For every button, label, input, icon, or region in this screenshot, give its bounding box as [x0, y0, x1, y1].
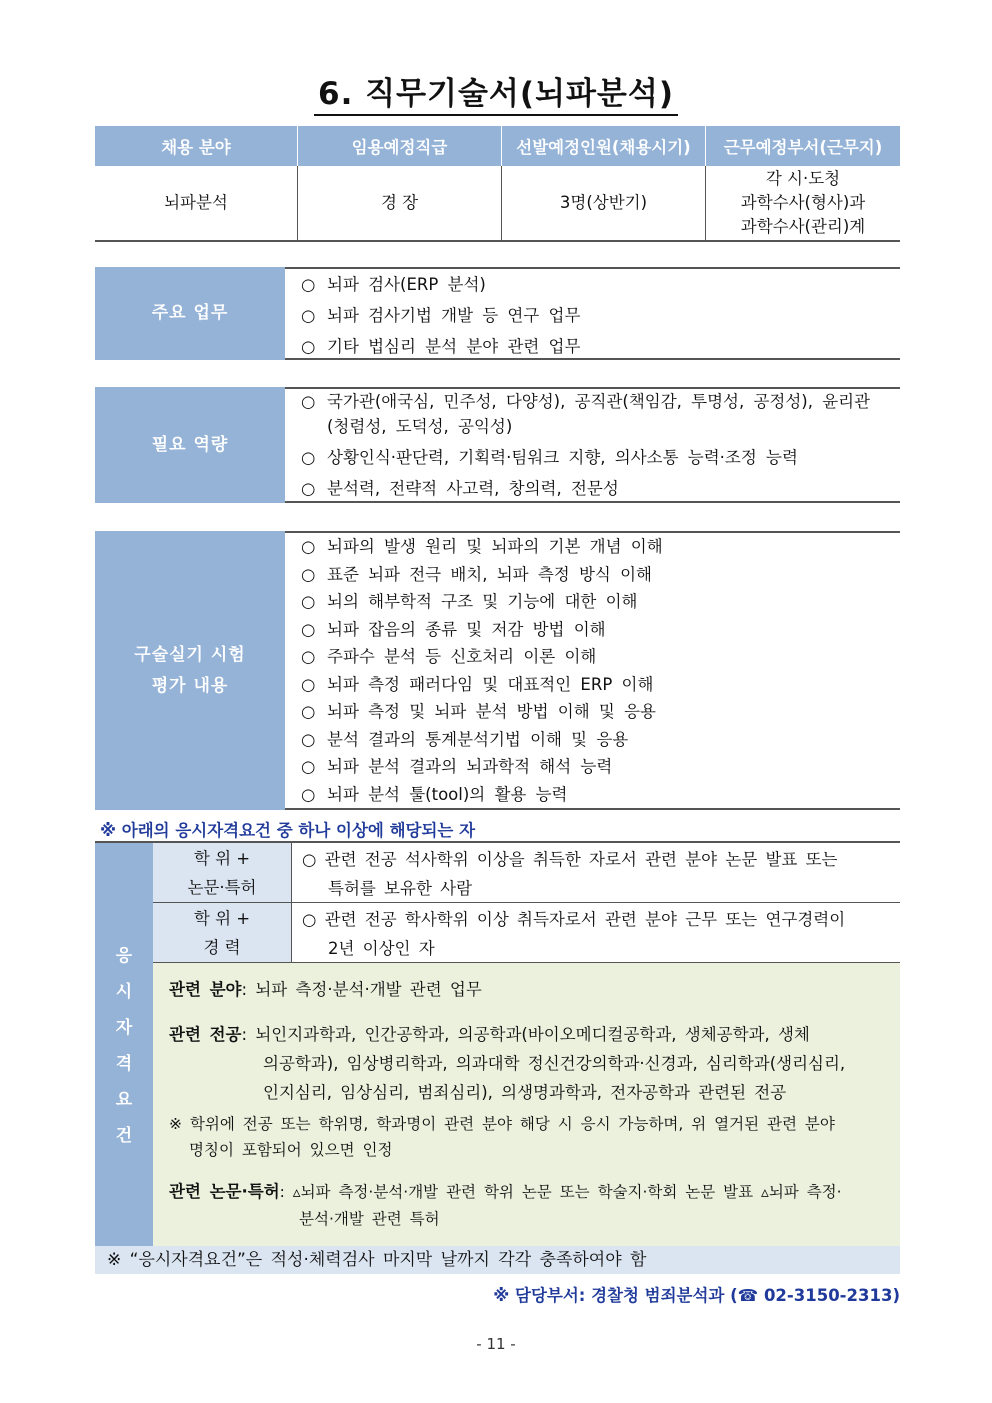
- dept-line: 과학수사(형사)과: [740, 193, 866, 212]
- header-cell: 선발예정인원(채용시기): [502, 126, 706, 166]
- page-number: - 11 -: [476, 1335, 516, 1353]
- list-item: ○ 표준 뇌파 전극 배치, 뇌파 측정 방식 이해: [301, 564, 652, 584]
- header-cell: 채용 분야: [95, 126, 298, 166]
- related-paper: 관련 논문·특허: ▵뇌파 측정·분석·개발 관련 학위 논문 또는 학술지·학회 논문 발표 ▵뇌파 측정·: [169, 1182, 842, 1201]
- list-item: ○ 뇌파 측정 및 뇌파 분석 방법 이해 및 응용: [301, 702, 656, 721]
- header-cell: 근무예정부서(근무지): [706, 126, 901, 166]
- exam-body: [285, 531, 900, 810]
- list-item: ○ 주파수 분석 등 신호처리 이론 이해: [301, 647, 597, 666]
- related-major-line: 의공학과), 임상병리학과, 의과대학 정신건강의학과·신경과, 심리학과(생리심리,: [263, 1054, 846, 1073]
- list-item: ○ 기타 법심리 분석 분야 관련 업무: [301, 337, 581, 356]
- related-major: 관련 전공: 뇌인지과학과, 인간공학과, 의공학과(바이오메디컬공학과, 생체공학과, 생체: [169, 1025, 810, 1044]
- list-item: ○ 상황인식·판단력, 기획력·팀워크 지향, 의사소통 능력·조정 능력: [301, 448, 798, 467]
- duties-section: [95, 267, 900, 360]
- exam-section: [95, 531, 900, 810]
- dept-cell: [706, 166, 901, 241]
- dept-line: 각 시·도청: [765, 169, 841, 188]
- header-cell: 임용예정직급: [298, 126, 502, 166]
- list-item: ○ 국가관(애국심, 민주성, 다양성), 공직관(책임감, 투명성, 공정성), 윤리관: [301, 392, 871, 411]
- qualification-row-text: ○ 관련 전공 석사학위 이상을 취득한 자로서 관련 분야 논문 발표 또는 특허를 보유한 사람: [302, 850, 838, 898]
- exam-label: 구술실기 시험 평가 내용: [95, 531, 285, 810]
- duties-label: 주요 업무: [95, 267, 285, 360]
- competency-section: [95, 387, 900, 503]
- dept-line: 과학수사(관리)계: [740, 217, 866, 236]
- header-table: [95, 126, 900, 242]
- contact-info: ※ 담당부서: 경찰청 범죄분석과 (☎ 02-3150-2313): [493, 1286, 900, 1305]
- major-note: ※ 학위에 전공 또는 학위명, 학과명이 관련 분야 해당 시 응시 가능하며, 위 열거된 관련 분야: [169, 1115, 835, 1133]
- count-cell: 3명(상반기): [502, 166, 706, 241]
- qualification-row: [153, 903, 900, 963]
- competency-label: 필요 역량: [95, 387, 285, 503]
- list-item: ○ 뇌파 분석 결과의 뇌과학적 해석 능력: [301, 757, 613, 776]
- list-item: ○ 분석 결과의 통계분석기법 이해 및 응용: [301, 729, 629, 749]
- qualification-row-text: ○ 관련 전공 학사학위 이상 취득자로서 관련 분야 근무 또는 연구경력이 2년 이상인 자: [302, 910, 846, 958]
- page-title: 6. 직무기술서(뇌파분석): [0, 68, 992, 113]
- list-item-continued: (청렴성, 도덕성, 공익성): [327, 417, 513, 436]
- related-paper-line: 분석·개발 관련 특허: [299, 1210, 440, 1228]
- qualification-section: [95, 841, 900, 1250]
- related-field: 관련 분야: 뇌파 측정·분석·개발 관련 업무: [169, 980, 482, 999]
- list-item: ○ 뇌파 검사기법 개발 등 연구 업무: [301, 306, 581, 325]
- qualification-row-label: 학 위 + 경 력: [153, 903, 292, 962]
- qualification-side-label: 응 시 자 격 요 건: [95, 843, 153, 1248]
- bottom-note: ※ “응시자격요건”은 적성·체력검사 마지막 날까지 각각 충족하여야 함: [95, 1246, 900, 1274]
- competency-body: [285, 387, 900, 503]
- major-note-line: 명칭이 포함되어 있으면 인정: [189, 1141, 393, 1159]
- list-item: ○ 뇌파 분석 툴(tool)의 활용 능력: [301, 784, 568, 804]
- duties-body: [285, 267, 900, 360]
- list-item: ○ 뇌파의 발생 원리 및 뇌파의 기본 개념 이해: [301, 537, 663, 556]
- rank-cell: 경 장: [298, 166, 502, 241]
- qualification-detail-box: [153, 963, 900, 1248]
- list-item: ○ 분석력, 전략적 사고력, 창의력, 전문성: [301, 479, 619, 498]
- field-cell: 뇌파분석: [95, 166, 298, 241]
- qualification-heading: ※ 아래의 응시자격요건 중 하나 이상에 해당되는 자: [100, 821, 476, 840]
- list-item: ○ 뇌의 해부학적 구조 및 기능에 대한 이해: [301, 592, 638, 611]
- qualification-row-label: 학 위 + 논문·특허: [153, 843, 292, 902]
- list-item: ○ 뇌파 측정 패러다임 및 대표적인 ERP 이해: [301, 674, 654, 694]
- list-item: ○ 뇌파 검사(ERP 분석): [301, 275, 486, 294]
- qualification-row: [153, 843, 900, 903]
- list-item: ○ 뇌파 잡음의 종류 및 저감 방법 이해: [301, 619, 606, 639]
- related-major-line: 인지심리, 임상심리, 범죄심리), 의생명과학과, 전자공학과 관련된 전공: [263, 1083, 787, 1102]
